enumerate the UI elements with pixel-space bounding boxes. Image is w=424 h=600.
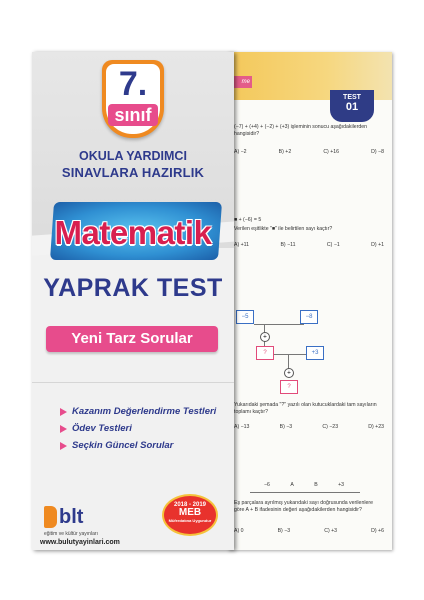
worksheet-page [228, 52, 392, 550]
tagline-2: SINAVLARA HAZIRLIK [61, 165, 205, 180]
grade-word: sınıf [108, 104, 157, 126]
numline-label: A [290, 482, 294, 488]
option: B) −3 [277, 528, 291, 534]
banner: Yeni Tarz Sorular [46, 326, 218, 352]
worksheet-tab: me [228, 76, 252, 88]
question-2-options [234, 242, 384, 248]
arrow-icon [60, 408, 67, 416]
curriculum-badge: 2018 - 2019 MEB Müfredatına Uygundur [164, 496, 216, 534]
diagram-box: ? [256, 346, 274, 360]
option: D) +23 [368, 424, 384, 430]
option: C) +3 [324, 528, 338, 534]
grade-badge [102, 60, 164, 138]
subject-title: Matematik [54, 214, 212, 251]
plus-circle: + [284, 368, 294, 378]
numline-label: −6 [264, 482, 270, 488]
option: D) −8 [371, 149, 384, 155]
diagram-box: −5 [236, 310, 254, 324]
publisher-subtitle: eğitim ve kültür yayınları [44, 531, 98, 537]
option: A) −13 [234, 424, 250, 430]
option: A) 0 [234, 528, 244, 534]
numline-label: B [314, 482, 318, 488]
feature-item: Kazanım Değerlendirme Testleri [60, 403, 216, 420]
test-badge [330, 90, 374, 122]
option: C) −1 [326, 242, 340, 248]
question-1: (−7) + (+4) + (−2) + (+3) işleminin sonucu aşağıdakilerden hangisidir? [234, 124, 368, 137]
website: www.bulutyayinlari.com [40, 539, 120, 546]
tagline-1: OKULA YARDIMCI [79, 149, 187, 163]
publisher-logo: blt [44, 506, 83, 528]
question-4-options [234, 528, 384, 534]
option: A) −2 [234, 149, 247, 155]
logo-mark-icon [44, 506, 57, 528]
feature-item: Ödev Testleri [60, 420, 216, 437]
diagram-box: ? [280, 380, 298, 394]
test-number: 01 [345, 101, 359, 113]
test-label: TEST [343, 94, 361, 101]
diagram-box: −8 [300, 310, 318, 324]
question-1-options [234, 149, 384, 155]
option: C) −23 [322, 424, 339, 430]
book-cover [32, 52, 234, 550]
option: D) +1 [371, 242, 384, 248]
option: C) +16 [323, 149, 340, 155]
option: B) +2 [278, 149, 292, 155]
option: A) +11 [234, 242, 250, 248]
numline-label: +3 [338, 482, 344, 488]
option: D) +6 [371, 528, 384, 534]
plus-circle: + [260, 332, 270, 342]
series-title: YAPRAK TEST [43, 274, 223, 302]
arrow-icon [60, 425, 67, 433]
diagram-box: +3 [306, 346, 324, 360]
question-3: Yukarıdaki şemada "?" yazılı olan kutucuklardaki tam sayıların toplamı kaçtır? [234, 402, 377, 415]
feature-item: Seçkin Güncel Sorular [60, 437, 216, 454]
question-2-equation: ■ + (−6) = 5 [234, 217, 262, 223]
question-3-options [234, 424, 384, 430]
question-4: Eş parçalara ayrılmış yukarıdaki sayı doğrusunda verilenlere göre A + B ifadesinin değeri aşağıdakilerden hangisidir? [234, 500, 373, 513]
feature-list [60, 403, 216, 454]
question-2: Verilen eşitlikte "■" ile belirtilen sayı kaçtır? [234, 226, 333, 232]
grade-number: 7. [118, 65, 148, 103]
option: B) −11 [280, 242, 296, 248]
arrow-icon [60, 442, 67, 450]
option: B) −3 [279, 424, 293, 430]
